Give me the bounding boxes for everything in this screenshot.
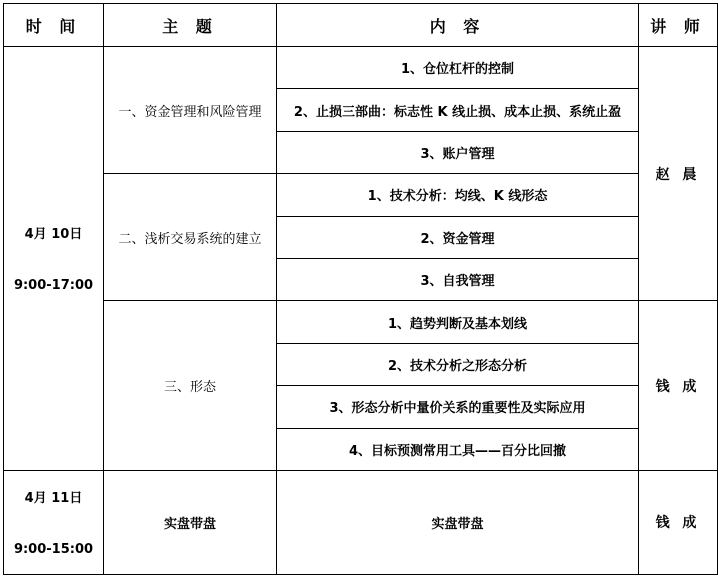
teacher-cell: 钱 成	[639, 301, 718, 471]
content-item: 1、趋势判断及基本划线	[277, 301, 639, 343]
content-item: 1、仓位杠杆的控制	[277, 47, 639, 89]
session-date: 4月 11日	[24, 491, 83, 507]
teacher-cell: 钱 成	[639, 470, 718, 574]
content-item: 3、账户管理	[277, 131, 639, 173]
session-date: 4月 10日	[24, 227, 83, 243]
header-time: 时 间	[4, 4, 104, 47]
content-item: 2、资金管理	[277, 216, 639, 258]
content-item: 4、目标预测常用工具——百分比回撤	[277, 428, 639, 470]
table-row	[4, 174, 718, 216]
content-item: 1、技术分析：均线、K 线形态	[277, 174, 639, 216]
training-schedule-table	[3, 3, 718, 575]
content-item: 3、自我管理	[277, 258, 639, 300]
topic-cell: 实盘带盘	[104, 470, 277, 574]
content-cell: 实盘带盘	[277, 470, 639, 574]
session-hours: 9:00-15:00	[13, 542, 94, 558]
content-item: 3、形态分析中量价关系的重要性及实际应用	[277, 386, 639, 428]
session-time-cell	[4, 47, 104, 471]
topic-cell: 三、形态	[104, 301, 277, 471]
table-row	[4, 470, 718, 574]
content-item: 2、技术分析之形态分析	[277, 343, 639, 385]
session-hours: 9:00-17:00	[13, 278, 94, 294]
header-topic: 主 题	[104, 4, 277, 47]
topic-cell: 二、浅析交易系统的建立	[104, 174, 277, 301]
teacher-cell: 赵 晨	[639, 47, 718, 301]
table-row	[4, 47, 718, 89]
header-content: 内 容	[277, 4, 639, 47]
header-row	[4, 4, 718, 47]
topic-cell: 一、资金管理和风险管理	[104, 47, 277, 174]
session-time-cell	[4, 470, 104, 574]
content-item: 2、止损三部曲：标志性 K 线止损、成本止损、系统止盈	[277, 89, 639, 131]
header-teacher: 讲 师	[639, 4, 718, 47]
table-row	[4, 301, 718, 343]
